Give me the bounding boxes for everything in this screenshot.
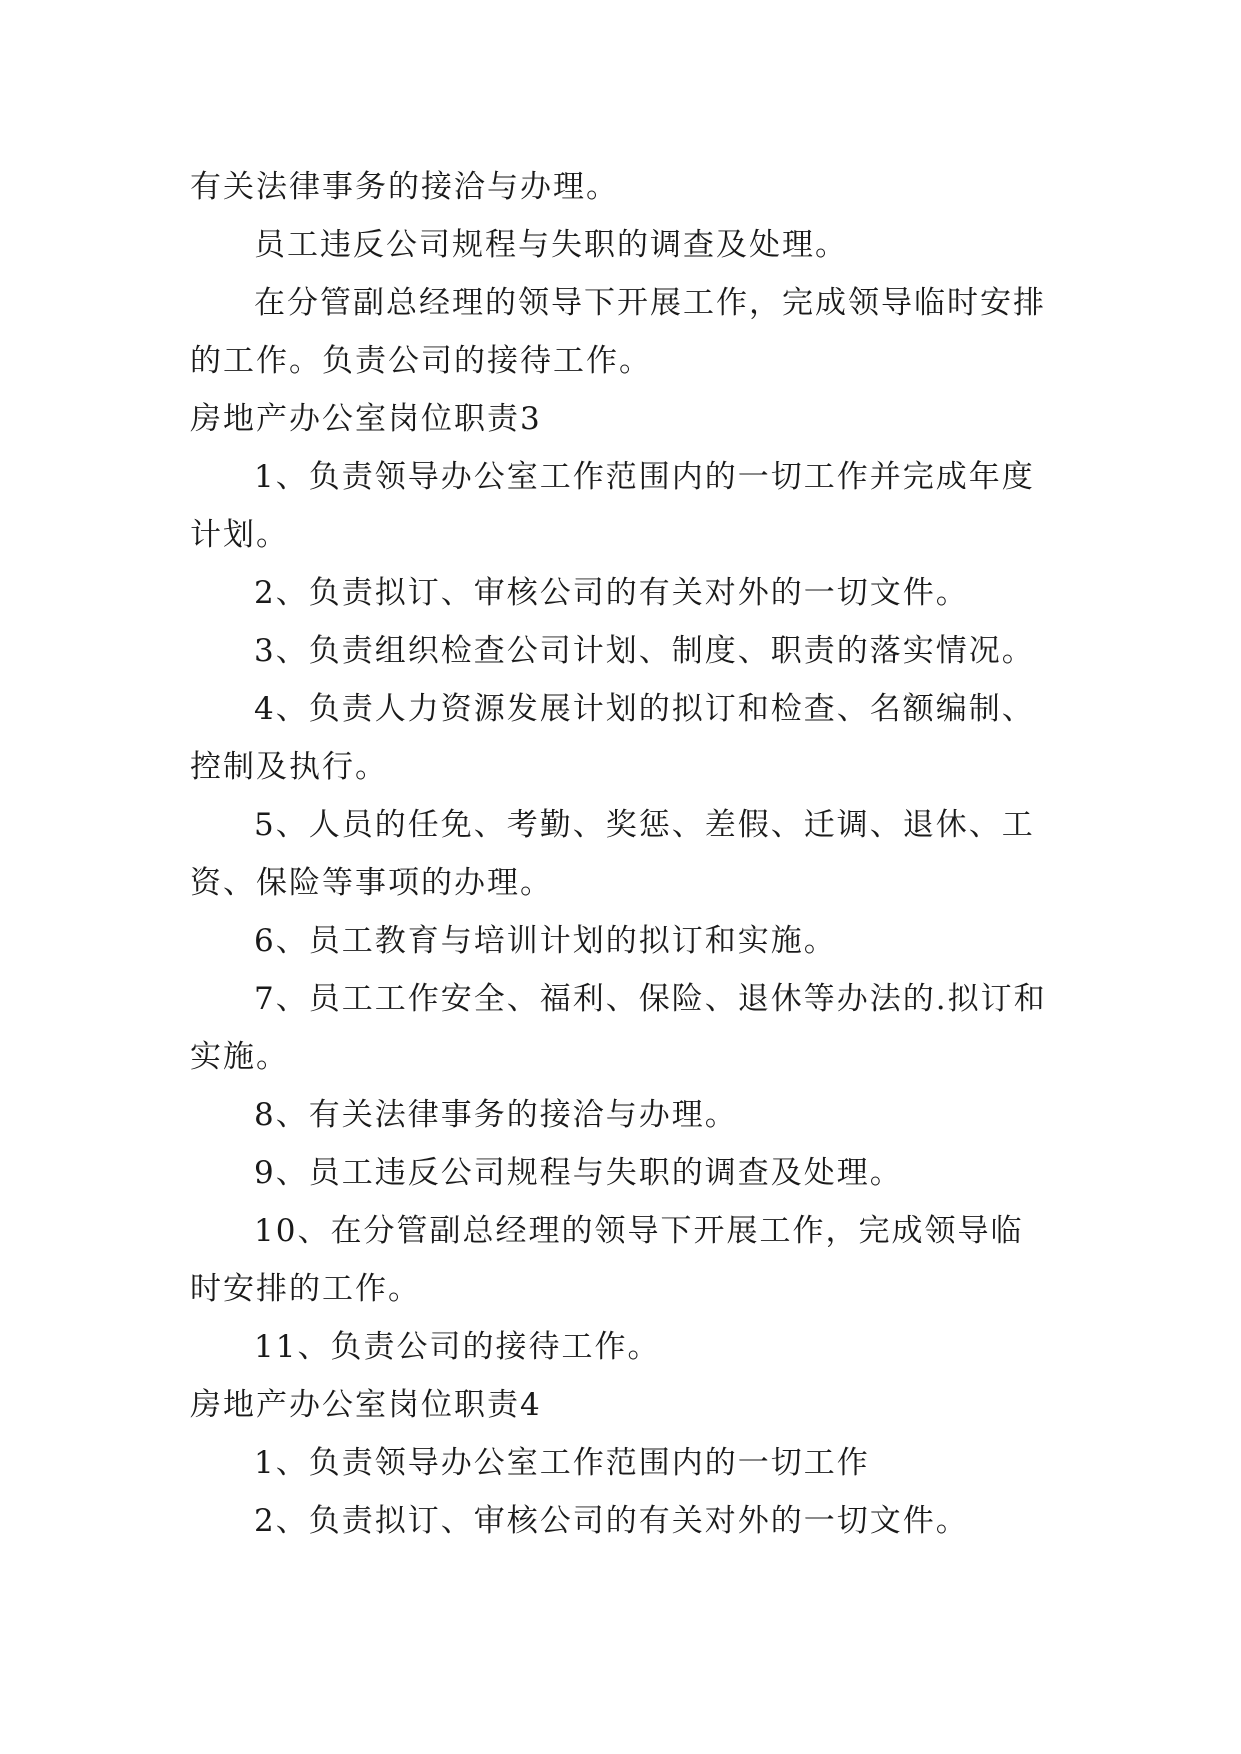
list-item: 7、员工工作安全、福利、保险、退休等办法的.拟订和实施。 — [190, 981, 1047, 1075]
list-item: 4、负责人力资源发展计划的拟订和检查、名额编制、控制及执行。 — [190, 691, 1035, 785]
list-item: 6、员工教育与培训计划的拟订和实施。 — [254, 923, 837, 959]
list-item: 2、负责拟订、审核公司的有关对外的一切文件。 — [254, 575, 969, 611]
list-item: 3、负责组织检查公司计划、制度、职责的落实情况。 — [254, 633, 1035, 669]
paragraph: 员工违反公司规程与失职的调查及处理。 — [254, 227, 848, 263]
list-item: 5、人员的任免、考勤、奖惩、差假、迁调、退休、工资、保险等事项的办理。 — [190, 807, 1035, 901]
list-item: 9、员工违反公司规程与失职的调查及处理。 — [254, 1155, 903, 1191]
list-item: 1、负责领导办公室工作范围内的一切工作 — [254, 1445, 870, 1481]
paragraph: 在分管副总经理的领导下开展工作，完成领导临时安排的工作。负责公司的接待工作。 — [190, 285, 1046, 379]
paragraph: 有关法律事务的接洽与办理。 — [190, 169, 619, 205]
list-item: 2、负责拟订、审核公司的有关对外的一切文件。 — [254, 1503, 969, 1539]
list-item: 8、有关法律事务的接洽与办理。 — [254, 1097, 738, 1133]
document-body — [190, 158, 1050, 1550]
list-item: 10、在分管副总经理的领导下开展工作，完成领导临时安排的工作。 — [190, 1213, 1024, 1307]
list-item: 11、负责公司的接待工作。 — [254, 1329, 661, 1365]
section-heading: 房地产办公室岗位职责4 — [190, 1387, 542, 1423]
list-item: 1、负责领导办公室工作范围内的一切工作并完成年度计划。 — [190, 459, 1035, 553]
section-heading: 房地产办公室岗位职责3 — [190, 401, 542, 437]
